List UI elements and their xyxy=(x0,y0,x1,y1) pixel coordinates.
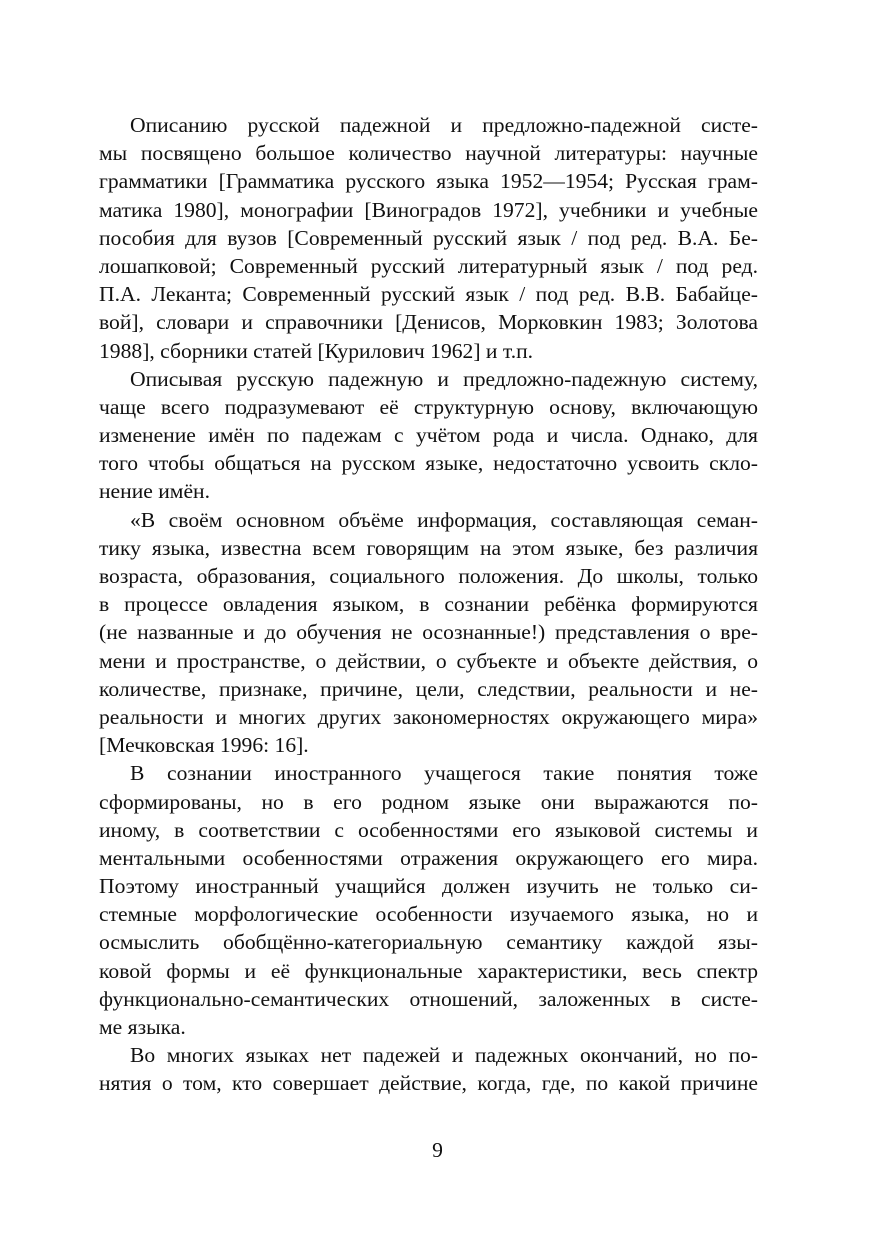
text-line: ментальными особенностями отражения окружающего его мира. xyxy=(99,845,758,870)
text-line: Описанию русской падежной и предложно-падежной систе- xyxy=(130,113,758,137)
text-line: возраста, образования, социального положения. До школы, только xyxy=(99,564,758,588)
text-line: [Мечковская 1996: 16]. xyxy=(99,733,309,758)
text-line: мени и пространстве, о действии, о субъекте и объекте действия, о xyxy=(99,648,758,673)
paragraph-3-quote xyxy=(99,506,758,760)
text-line: иному, в соответствии с особенностями его языковой системы и xyxy=(99,817,758,842)
text-line: вой], словари и справочники [Денисов, Морковкин 1983; Золотова xyxy=(99,310,758,335)
paragraph-2 xyxy=(99,365,758,506)
text-line: функционально-семантических отношений, заложенных в систе- xyxy=(99,986,758,1011)
text-line: чаще всего подразумевают её структурную основу, включающую xyxy=(99,394,758,419)
text-line: матика 1980], монографии [Виноградов 1972], учебники и учебные xyxy=(99,197,758,222)
text-line: того чтобы общаться на русском языке, недостаточно усвоить скло- xyxy=(99,451,758,476)
text-line: в процессе овладения языком, в сознании ребёнка формируются xyxy=(99,592,758,617)
text-line: сформированы, но в его родном языке они выражаются по- xyxy=(99,789,758,814)
text-line: тику языка, известна всем говорящим на этом языке, без различия xyxy=(99,535,758,560)
text-line: ковой формы и её функциональные характеристики, весь спектр xyxy=(99,958,758,983)
text-line: В сознании иностранного учащегося такие понятия тоже xyxy=(130,761,758,786)
page-body-text xyxy=(99,111,758,1098)
paragraph-4 xyxy=(99,759,758,1041)
text-line: количестве, признаке, причине, цели, следствии, реальности и не- xyxy=(99,676,758,701)
text-line: реальности и многих других закономерностях окружающего мира» xyxy=(99,704,758,729)
text-line: (не названные и до обучения не осознанные!) представления о вре- xyxy=(99,620,758,645)
text-line: мы посвящено большое количество научной литературы: научные xyxy=(99,141,758,166)
paragraph-1 xyxy=(99,111,758,365)
text-line: нятия о том, кто совершает действие, когда, где, по какой причине xyxy=(99,1071,758,1096)
text-line: нение имён. xyxy=(99,479,210,504)
page-number: 9 xyxy=(432,1138,443,1162)
text-line: ме языка. xyxy=(99,1015,186,1039)
text-line: Описывая русскую падежную и предложно-падежную систему, xyxy=(130,366,758,391)
text-line: Поэтому иностранный учащийся должен изучить не только си- xyxy=(99,874,758,899)
text-line: 1988], сборники статей [Курилович 1962] и т.п. xyxy=(99,338,534,363)
text-line: лошапковой; Современный русский литературный язык / под ред. xyxy=(99,253,758,278)
text-line: Во многих языках нет падежей и падежных окончаний, но по- xyxy=(130,1043,758,1068)
text-line: П.А. Леканта; Современный русский язык / под ред. В.В. Бабайце- xyxy=(99,282,758,307)
paragraph-5 xyxy=(99,1041,758,1097)
text-line: стемные морфологические особенности изучаемого языка, но и xyxy=(99,902,758,927)
text-line: «В своём основном объёме информация, составляющая семан- xyxy=(130,507,758,532)
text-line: пособия для вузов [Современный русский язык / под ред. В.А. Бе- xyxy=(99,225,758,250)
text-line: изменение имён по падежам с учётом рода и числа. Однако, для xyxy=(99,423,758,448)
text-line: осмыслить обобщённо-категориальную семантику каждой язы- xyxy=(99,930,758,955)
text-line: грамматики [Грамматика русского языка 1952—1954; Русская грам- xyxy=(99,169,758,194)
